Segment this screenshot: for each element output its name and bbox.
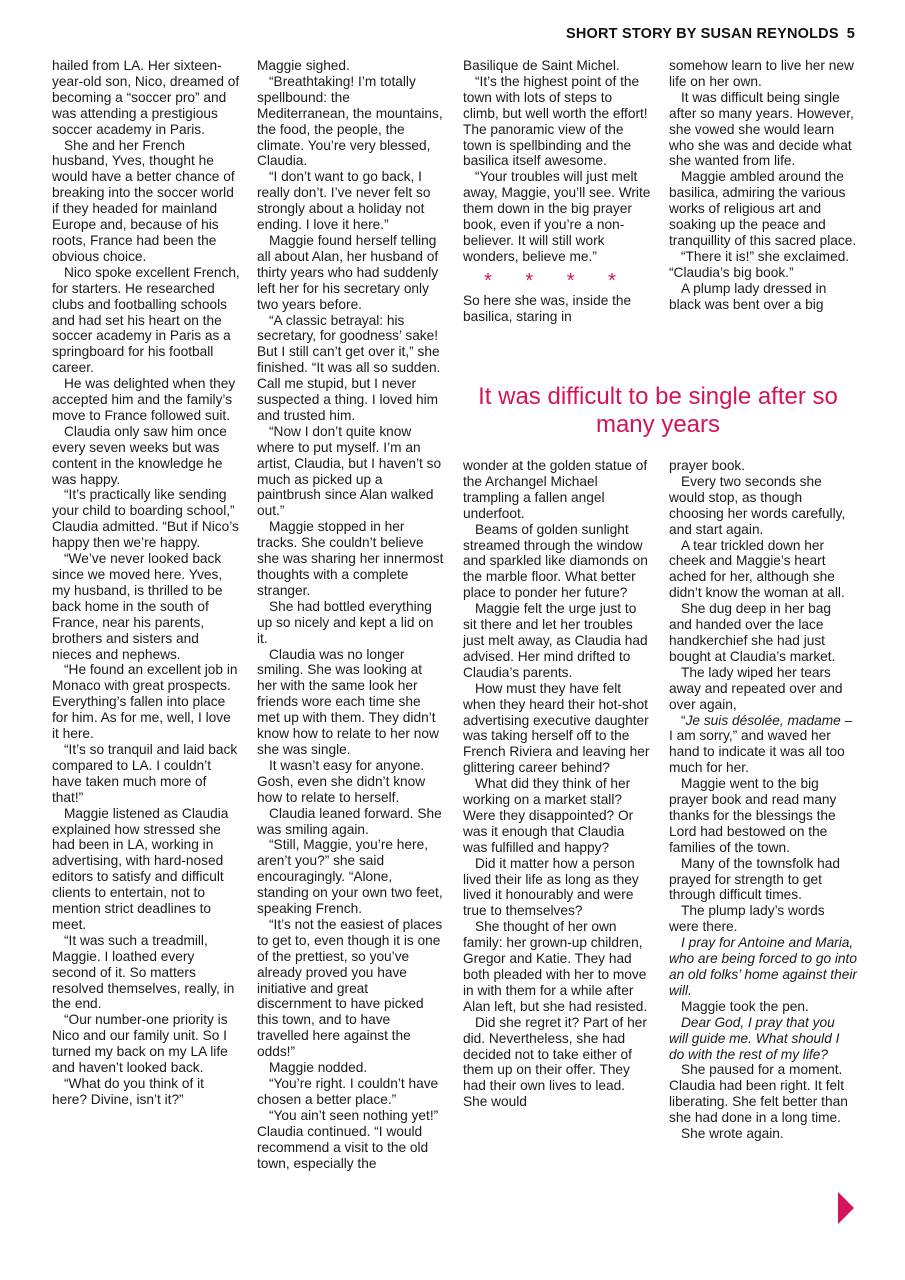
paragraph: “It’s the highest point of the town with lots of steps to climb, but well worth the effort! The panoramic view of the town is spellbinding and the basilica itself awesome.	[463, 73, 648, 169]
column-3-bottom	[463, 458, 651, 1110]
paragraph: Maggie sighed.	[257, 58, 350, 73]
french-phrase: Je suis désolée, madame	[685, 712, 841, 728]
paragraph: “I don’t want to go back, I really don’t. I’ve never felt so strongly about a holiday not ending. I love it here.”	[257, 169, 431, 233]
paragraph: “He found an excellent job in Monaco with great prospects. Everything’s fallen into place for him. As for me, well, I love it here.	[52, 662, 238, 742]
paragraph: She thought of her own family: her grown-up children, Gregor and Katie. They had both pleaded with her to move in with them for a while after Alan left, but she had resisted.	[463, 919, 648, 1014]
paragraph: Beams of golden sunlight streamed through the window and sparkled like diamonds on the marble floor. What better place to ponder her future?	[463, 521, 648, 601]
prayer-text: Dear God, I pray that you will guide me. What should I do with the rest of my life?	[669, 1014, 840, 1062]
paragraph: prayer book.	[669, 458, 746, 473]
column-4-top	[669, 58, 857, 313]
paragraph: She had bottled everything up so nicely and kept a lid on it.	[257, 598, 434, 646]
paragraph: Nico spoke excellent French, for starters. He researched clubs and footballing schools and had set his heart on the soccer academy in Paris as a springboard for his football career.	[52, 264, 240, 376]
paragraph: He was delighted when they accepted him and the family’s move to France followed suit.	[52, 376, 236, 423]
paragraph: Maggie listened as Claudia explained how stressed she had been in LA, working in advertising, with hard-nosed editors to satisfy and difficult clients to entertain, not to mention strict deadlines to meet.	[52, 805, 229, 932]
paragraph: “Now I don’t quite know where to put myself. I’m an artist, Claudia, but I haven’t so much as picked up a paintbrush since Alan walked out.”	[257, 423, 442, 519]
section-divider: * * * *	[484, 269, 630, 292]
header-title: SHORT STORY BY SUSAN REYNOLDS	[565, 26, 839, 42]
paragraph: She dug deep in her bag and handed over the lace handkerchief she had just bought at Claudia’s market.	[669, 601, 836, 664]
paragraph: A tear trickled down her cheek and Maggie’s heart ached for her, although she didn’t know the woman at all.	[669, 537, 845, 601]
paragraph: Claudia only saw him once every seven weeks but was content in the knowledge he was happy.	[52, 423, 227, 487]
paragraph: Did she regret it? Part of her did. Nevertheless, she had decided not to take either of them up on their offer. They had their own lives to lead. She would	[463, 1014, 647, 1110]
paragraph: She wrote again.	[681, 1126, 784, 1142]
paragraph	[669, 713, 857, 777]
paragraph: So here she was, inside the basilica, staring in	[463, 292, 632, 324]
paragraph: Maggie nodded.	[269, 1060, 368, 1076]
paragraph: Maggie ambled around the basilica, admiring the various works of religious art and soaking up the peace and tranquillity of this sacred place.	[669, 169, 857, 248]
paragraph: Maggie took the pen.	[681, 998, 809, 1014]
paragraph: “There it is!” she exclaimed. “Claudia’s big book.”	[669, 248, 850, 280]
continue-arrow-icon	[838, 1192, 854, 1224]
paragraph: Maggie felt the urge just to sit there and let her troubles just melt away, as Claudia had advised. Her mind drifted to Claudia’s parents.	[463, 601, 648, 680]
paragraph: “It’s so tranquil and laid back compared to LA. I couldn’t have taken much more of that!”	[52, 741, 238, 805]
page-number: 5	[846, 26, 855, 42]
column-4-bottom	[669, 458, 857, 1142]
paragraph-text: – I am sorry,” and waved her hand to indicate it was all too much for her.	[669, 712, 853, 776]
paragraph: “It’s not the easiest of places to get to, even though it is one of the prettiest, so you’ve already proved you have initiative and great discernment to have picked this town, and to have travelled here against the odds!”	[257, 916, 443, 1060]
paragraph: Claudia leaned forward. She was smiling again.	[257, 805, 442, 837]
paragraph: “It’s practically like sending your child to boarding school,” Claudia admitted. “But if Nico’s happy then we’re happy.	[52, 487, 239, 551]
paragraph: somehow learn to live her new life on her own.	[669, 58, 854, 89]
paragraph: Every two seconds she would stop, as though choosing her words carefully, and start again.	[669, 473, 846, 537]
paragraph: What did they think of her working on a market stall? Were they disappointed? Or was it enough that Claudia was fulfilled and happy?	[463, 776, 634, 855]
paragraph: wonder at the golden statue of the Archangel Michael trampling a fallen angel underfoot.	[463, 458, 648, 521]
paragraph: She paused for a moment. Claudia had been right. It felt liberating. She felt better than she had done in a long time.	[669, 1062, 848, 1126]
paragraph: “Still, Maggie, you’re here, aren’t you?” she said encouragingly. “Alone, standing on your own two feet, speaking French.	[257, 837, 443, 917]
quote-mark: “	[681, 712, 686, 728]
paragraph: It wasn’t easy for anyone. Gosh, even she didn’t know how to relate to herself.	[257, 757, 426, 805]
paragraph: “Your troubles will just melt away, Maggie, you’ll see. Write them down in the big prayer book, even if you’re a non-believer. It will still work wonders, believe me.”	[463, 169, 651, 264]
paragraph: “Breathtaking! I’m totally spellbound: the Mediterranean, the mountains, the food, the people, the climate. You’re very blessed, Claudia.	[257, 73, 443, 169]
paragraph: Maggie went to the big prayer book and read many thanks for the blessings the Lord had bestowed on the families of the town.	[669, 776, 837, 855]
paragraph: “What do you think of it here? Divine, isn’t it?”	[52, 1076, 204, 1107]
prayer-text: I pray for Antoine and Maria, who are being forced to go into an old folks’ home against their will.	[669, 935, 857, 998]
paragraph: She and her French husband, Yves, thought he would have a better chance of breaking into the soccer world if they headed for mainland Europe and, because of his roots, France had been the obvious choice.	[52, 137, 235, 264]
paragraph: The lady wiped her tears away and repeated over and over again,	[669, 664, 843, 712]
pull-quote: It was difficult to be single after so many years	[478, 383, 838, 438]
paragraph: “You ain’t seen nothing yet!” Claudia continued. “I would recommend a visit to the old town, especially the	[257, 1107, 439, 1171]
paragraph: Many of the townsfolk had prayed for strength to get through difficult times.	[669, 855, 841, 903]
paragraph: Claudia was no longer smiling. She was looking at her with the same look her friends wore each time she met up with them. They didn’t know how to relate to her now she was single.	[257, 646, 439, 757]
paragraph: “It was such a treadmill, Maggie. I loathed every second of it. So matters resolved themselves, really, in the end.	[52, 932, 235, 1012]
paragraph: hailed from LA. Her sixteen-year-old son, Nico, dreamed of becoming a “soccer pro” and was attending a prestigious soccer academy in Paris.	[52, 58, 240, 137]
paragraph: How must they have felt when they heard their hot-shot advertising executive daughter was taking herself off to the French Riviera and leaving her glittering career behind?	[463, 680, 650, 776]
paragraph: “You’re right. I couldn’t have chosen a better place.”	[257, 1076, 439, 1107]
paragraph: “Our number-one priority is Nico and our family unit. So I turned my back on my LA life and haven’t looked back.	[52, 1012, 228, 1076]
column-1	[52, 58, 240, 1108]
paragraph: “We’ve never looked back since we moved here. Yves, my husband, is thrilled to be back home in the south of France, near his parents, brothers and sisters and nieces and nephews.	[52, 551, 223, 662]
paragraph: “A classic betrayal: his secretary, for goodness’ sake! But I still can’t get over it,” she finished. “It was all so sudden. Call me stupid, but I never suspected a thing. I loved him and trusted him.	[257, 312, 441, 423]
column-2	[257, 58, 445, 1171]
column-3-top	[463, 58, 651, 325]
paragraph: Maggie stopped in her tracks. She couldn’t believe she was sharing her innermost thoughts with a complete stranger.	[257, 519, 444, 598]
paragraph: It was difficult being single after so many years. However, she vowed she would learn who she was and decide what she wanted from life.	[669, 89, 854, 169]
page-header	[566, 26, 855, 42]
paragraph: The plump lady’s words were there.	[669, 903, 825, 935]
paragraph: A plump lady dressed in black was bent over a big	[669, 280, 827, 312]
paragraph: Basilique de Saint Michel.	[463, 58, 620, 73]
paragraph: Did it matter how a person lived their life as long as they lived it honourably and were true to themselves?	[463, 855, 639, 919]
paragraph: Maggie found herself telling all about Alan, her husband of thirty years who had suddenly left her for his secretary only two years before.	[257, 232, 439, 312]
